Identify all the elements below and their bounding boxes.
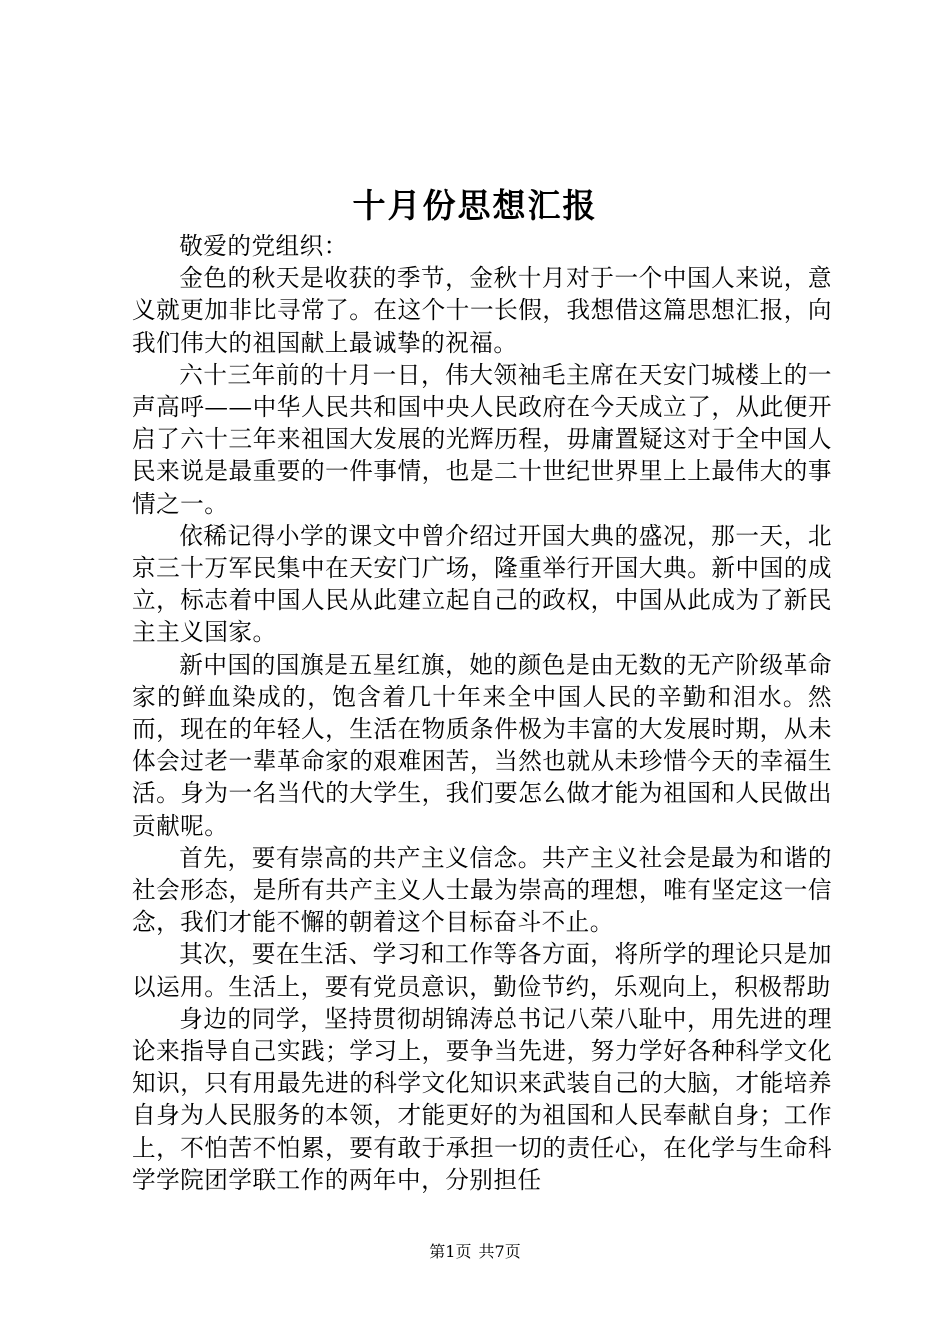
page-total: 共7页 (478, 1242, 521, 1261)
salutation: 敬爱的党组织： (179, 232, 348, 260)
paragraph-1: 金色的秋天是收获的季节，金秋十月对于一个中国人来说，意义就更加非比寻常了。在这个十一长假，我想借这篇思想汇报，向我们伟大的祖国献上最诚挚的祝福。 (132, 264, 832, 357)
paragraph-6: 其次，要在生活、学习和工作等各方面，将所学的理论只是加以运用。生活上，要有党员意识，勤俭节约，乐观向上，积极帮助 (132, 940, 832, 1001)
paragraph-3: 依稀记得小学的课文中曾介绍过开国大典的盛况，那一天，北京三十万军民集中在天安门广场，隆重举行开国大典。新中国的成立，标志着中国人民从此建立起自己的政权，中国从此成为了新民主主义国家。 (132, 521, 832, 647)
paragraph-4: 新中国的国旗是五星红旗，她的颜色是由无数的无产阶级革命家的鲜血染成的，饱含着几十年来全中国人民的辛勤和泪水。然而，现在的年轻人，生活在物质条件极为丰富的大发展时期，从未体会过老一辈革命家的艰难困苦，当然也就从未珍惜今天的幸福生活。身为一名当代的大学生，我们要怎么做才能为祖国和人民做出贡献呢。 (132, 650, 832, 840)
page-footer (0, 1241, 950, 1263)
paragraph-2: 六十三年前的十月一日，伟大领袖毛主席在天安门城楼上的一声高呼——中华人民共和国中央人民政府在今天成立了，从此便开启了六十三年来祖国大发展的光辉历程，毋庸置疑这对于全中国人民来说是最重要的一件事情，也是二十世纪世界里上上最伟大的事情之一。 (132, 360, 832, 518)
paragraph-5: 首先，要有崇高的共产主义信念。共产主义社会是最为和谐的社会形态，是所有共产主义人士最为崇高的理想，唯有坚定这一信念，我们才能不懈的朝着这个目标奋斗不止。 (132, 843, 832, 937)
document-body (132, 230, 832, 1196)
document-title: 十月份思想汇报 (352, 186, 598, 225)
page-number: 第1页 (429, 1242, 472, 1261)
paragraph-7: 身边的同学，坚持贯彻胡锦涛总书记八荣八耻中，用先进的理论来指导自己实践；学习上，要争当先进，努力学好各种科学文化知识，只有用最先进的科学文化知识来武装自己的大脑，才能培养自身为人民服务的本领，才能更好的为祖国和人民奉献自身；工作上，不怕苦不怕累，要有敢于承担一切的责任心，在化学与生命科学学院团学联工作的两年中，分别担任 (132, 1004, 832, 1194)
